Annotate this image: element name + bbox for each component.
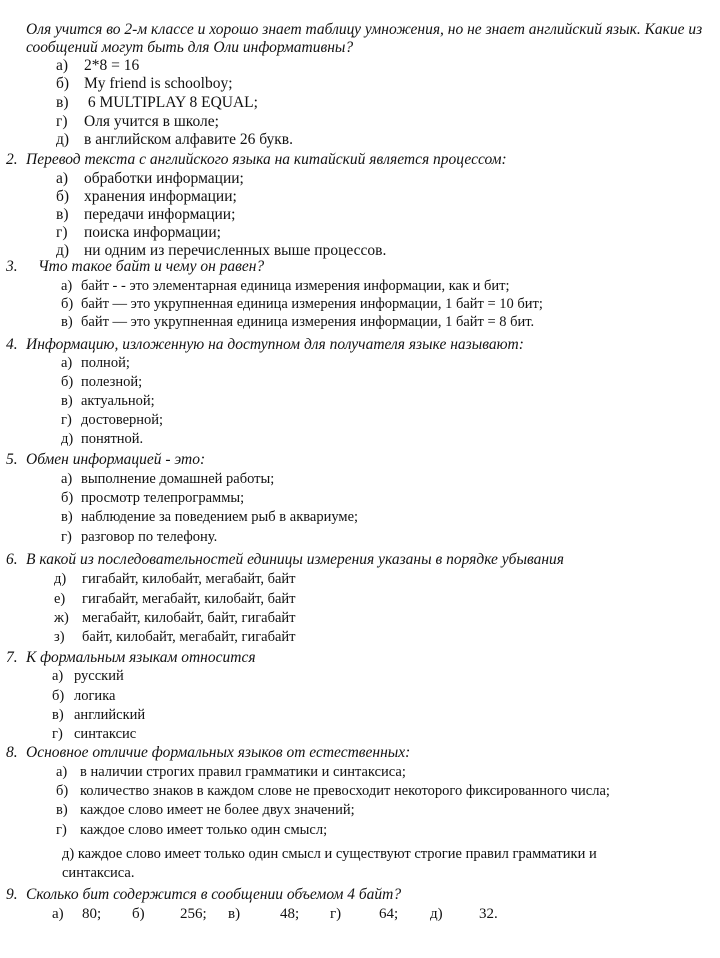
q4-option-b: б) полезной; xyxy=(61,374,143,390)
q5-option-a: а) выполнение домашней работы; xyxy=(61,471,275,487)
question-4 xyxy=(6,336,718,354)
q9-option-e-value: 32. xyxy=(479,906,498,922)
q9-option-a-letter: а) xyxy=(52,906,64,922)
q3-option-c: в) байт — это укрупненная единица измерения информации, 1 байт = 8 бит. xyxy=(61,314,535,330)
q6-option-e: е) гигабайт, мегабайт, килобайт, байт xyxy=(54,591,296,607)
question-number: 8. xyxy=(6,744,18,761)
q2-option-b: б) хранения информации; xyxy=(56,188,237,205)
question-text: Оля учится во 2-м классе и хорошо знает таблицу умножения, но не знает английский язык. Какие из сообщений могут быть для Оли информативны? xyxy=(26,21,703,56)
question-text: Информацию, изложенную на доступном для получателя языке называют: xyxy=(26,336,524,353)
question-text: В какой из последовательностей единицы измерения указаны в порядке убывания xyxy=(26,551,564,568)
q9-option-e-letter: д) xyxy=(430,906,443,922)
question-number: 5. xyxy=(6,451,18,468)
question-7 xyxy=(6,649,718,667)
q4-option-d: г) достоверной; xyxy=(61,412,164,428)
q9-option-c-letter: в) xyxy=(228,906,241,922)
question-text: К формальным языкам относится xyxy=(26,649,256,666)
q7-option-b: б) логика xyxy=(52,688,116,704)
q1-option-e: д) в английском алфавите 26 букв. xyxy=(56,131,293,148)
q8-option-e-line1: д) каждое слово имеет только один смысл и существуют строгие правил грамматики и xyxy=(62,846,597,862)
q7-option-c: в) английский xyxy=(52,707,146,723)
q6-option-zh: ж) мегабайт, килобайт, байт, гигабайт xyxy=(54,610,296,626)
q5-option-b: б) просмотр телепрограммы; xyxy=(61,490,245,506)
q1-option-c: в) 6 MULTIPLAY 8 EQUAL; xyxy=(56,94,258,111)
question-number: 4. xyxy=(6,336,18,353)
q2-option-d: г) поиска информации; xyxy=(56,224,221,241)
q7-option-d: г) синтаксис xyxy=(52,726,137,742)
q5-option-d: г) разговор по телефону. xyxy=(61,529,218,545)
q4-option-e: д) понятной. xyxy=(61,431,144,447)
question-text: Основное отличие формальных языков от естественных: xyxy=(26,744,411,761)
question-5 xyxy=(6,451,718,469)
q1-option-b: б) My friend is schoolboy; xyxy=(56,75,233,92)
q8-option-a: а) в наличии строгих правил грамматики и синтаксиса; xyxy=(56,764,406,780)
q8-option-e-line2: синтаксиса. xyxy=(62,865,135,881)
q3-option-b: б) байт — это укрупненная единица измерения информации, 1 байт = 10 бит; xyxy=(61,296,543,312)
q7-option-a: а) русский xyxy=(52,668,124,684)
question-2 xyxy=(6,151,718,169)
q8-option-b: б) количество знаков в каждом слове не превосходит некоторого фиксированного числа; xyxy=(56,783,610,799)
q9-option-d-value: 64; xyxy=(379,906,399,922)
q6-option-d: д) гигабайт, килобайт, мегабайт, байт xyxy=(54,571,296,587)
question-number: 3. xyxy=(6,258,18,275)
q9-option-b-letter: б) xyxy=(132,906,145,922)
question-number: 7. xyxy=(6,649,18,666)
q4-option-c: в) актуальной; xyxy=(61,393,155,409)
question-1 xyxy=(6,21,720,57)
q3-option-a: а) байт - - это элементарная единица измерения информации, как и бит; xyxy=(61,278,510,294)
question-3 xyxy=(6,258,718,276)
question-text: Перевод текста с английского языка на китайский является процессом: xyxy=(26,151,507,168)
q8-option-d: г) каждое слово имеет только один смысл; xyxy=(56,822,328,838)
q1-option-d: г) Оля учится в школе; xyxy=(56,113,219,130)
question-8 xyxy=(6,744,718,762)
question-number xyxy=(6,21,26,39)
q4-option-a: а) полной; xyxy=(61,355,130,371)
question-6 xyxy=(6,551,718,569)
q9-option-c-value: 48; xyxy=(280,906,300,922)
q2-option-e: д) ни одним из перечисленных выше процессов. xyxy=(56,242,387,259)
question-text: Сколько бит содержится в сообщении объемом 4 байт? xyxy=(26,886,402,903)
question-number: 6. xyxy=(6,551,18,568)
q2-option-a: а) обработки информации; xyxy=(56,170,244,187)
q1-option-a: а) 2*8 = 16 xyxy=(56,57,140,74)
q9-option-a-value: 80; xyxy=(82,906,102,922)
question-text: Что такое байт и чему он равен? xyxy=(38,258,265,275)
q6-option-z: з) байт, килобайт, мегабайт, гигабайт xyxy=(54,629,296,645)
question-number: 2. xyxy=(6,151,18,168)
q8-option-c: в) каждое слово имеет не более двух значений; xyxy=(56,802,355,818)
question-number: 9. xyxy=(6,886,18,903)
question-9 xyxy=(6,886,718,904)
question-text: Обмен информацией - это: xyxy=(26,451,206,468)
q2-option-c: в) передачи информации; xyxy=(56,206,236,223)
q9-option-b-value: 256; xyxy=(180,906,207,922)
q5-option-c: в) наблюдение за поведением рыб в аквариуме; xyxy=(61,509,359,525)
q9-option-d-letter: г) xyxy=(330,906,342,922)
